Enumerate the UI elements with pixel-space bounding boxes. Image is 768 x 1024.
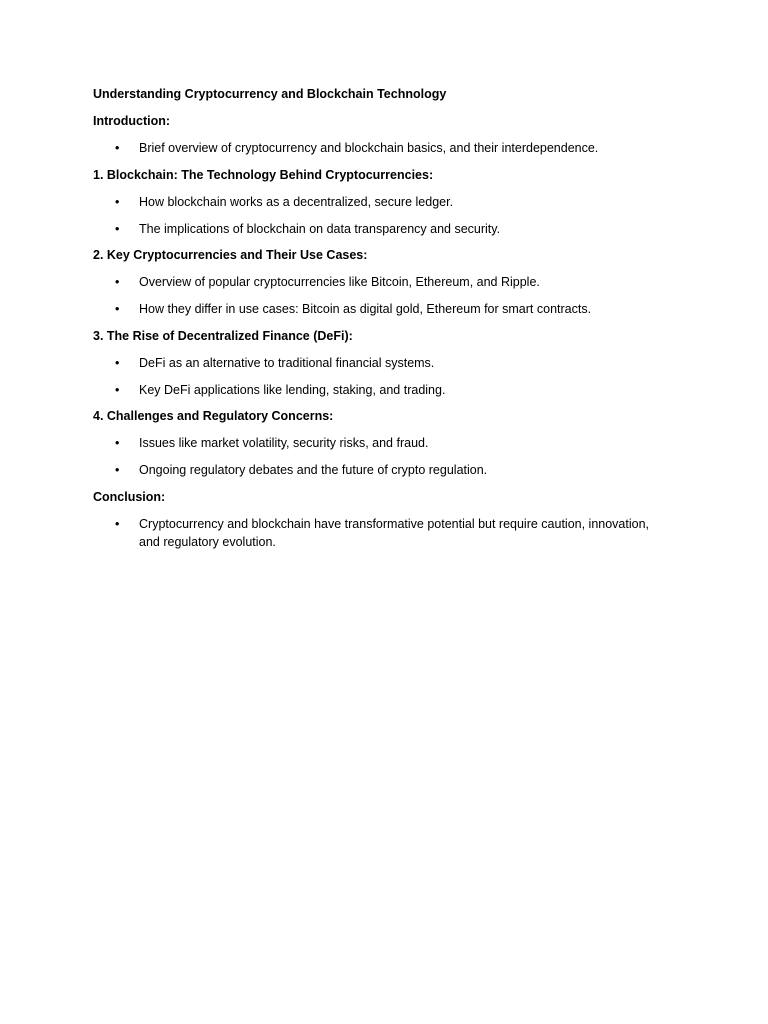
list-item [93, 193, 653, 212]
list-item [93, 354, 653, 373]
list-item-text: How blockchain works as a decentralized, secure ledger. [139, 194, 454, 209]
list-item [93, 300, 653, 319]
list-item-text: Issues like market volatility, security risks, and fraud. [139, 436, 429, 450]
list-item-text: Cryptocurrency and blockchain have transformative potential but require caution, innovation, and regulatory evolution. [139, 516, 650, 549]
bullet-list [93, 193, 653, 239]
bullet-list [93, 434, 653, 480]
bullet-icon: • [115, 516, 120, 531]
list-item-text: DeFi as an alternative to traditional financial systems. [139, 355, 435, 370]
section-heading: 2. Key Cryptocurrencies and Their Use Cases: [93, 248, 368, 262]
document-page [93, 85, 653, 560]
list-item-text: Ongoing regulatory debates and the future of crypto regulation. [139, 463, 488, 477]
section-heading: Introduction: [93, 114, 171, 128]
bullet-list [93, 354, 653, 400]
list-item-text: Overview of popular cryptocurrencies like Bitcoin, Ethereum, and Ripple. [139, 275, 540, 289]
list-item [93, 515, 653, 552]
bullet-icon: • [115, 355, 120, 370]
section-conclusion [93, 488, 653, 552]
section-heading: 1. Blockchain: The Technology Behind Cryptocurrencies: [93, 167, 434, 182]
list-item-text: How they differ in use cases: Bitcoin as digital gold, Ethereum for smart contracts. [139, 302, 592, 316]
bullet-icon: • [115, 302, 120, 316]
section-heading: Conclusion: [93, 489, 166, 504]
list-item [93, 434, 653, 453]
list-item-text: Key DeFi applications like lending, staking, and trading. [139, 382, 446, 397]
list-item [93, 381, 653, 400]
bullet-icon: • [115, 436, 120, 450]
bullet-list [93, 273, 653, 319]
section-defi [93, 327, 653, 400]
bullet-list [93, 139, 653, 158]
bullet-icon: • [115, 463, 120, 477]
document-title: Understanding Cryptocurrency and Blockchain Technology [93, 87, 447, 101]
bullet-icon: • [115, 141, 120, 155]
section-heading: 3. The Rise of Decentralized Finance (DeFi): [93, 328, 353, 343]
list-item-text: The implications of blockchain on data transparency and security. [139, 221, 501, 236]
section-challenges [93, 407, 653, 480]
section-key-cryptocurrencies [93, 246, 653, 319]
list-item-text: Brief overview of cryptocurrency and blockchain basics, and their interdependence. [139, 141, 599, 155]
bullet-icon: • [115, 382, 120, 397]
bullet-icon: • [115, 194, 120, 209]
list-item [93, 220, 653, 239]
bullet-icon: • [115, 221, 120, 236]
list-item [93, 461, 653, 480]
bullet-list [93, 515, 653, 552]
section-blockchain [93, 166, 653, 239]
list-item [93, 273, 653, 292]
section-introduction [93, 112, 653, 158]
list-item [93, 139, 653, 158]
section-heading: 4. Challenges and Regulatory Concerns: [93, 409, 334, 423]
bullet-icon: • [115, 275, 120, 289]
